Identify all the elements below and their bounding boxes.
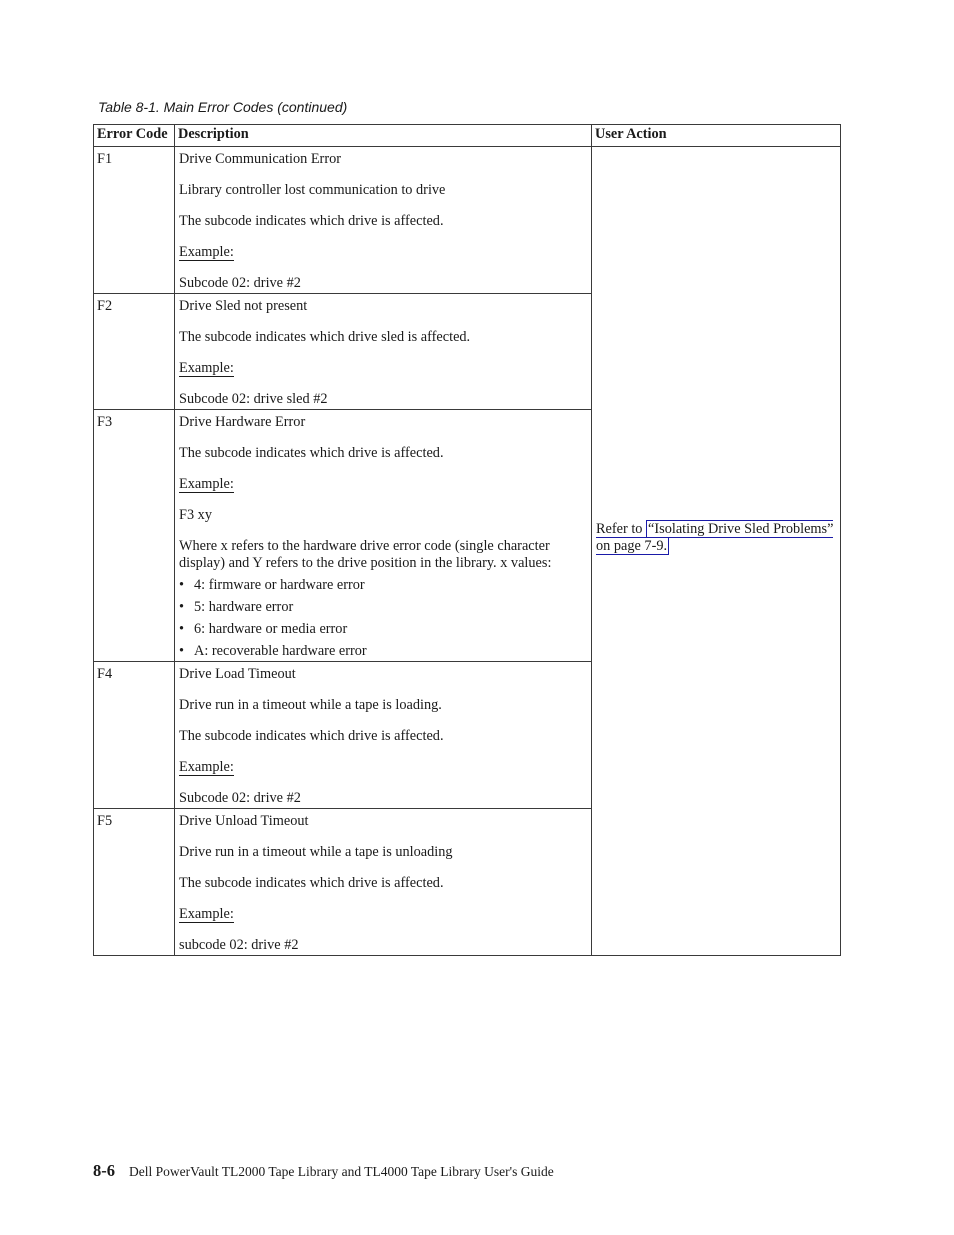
list-item: • 4: firmware or hardware error — [179, 577, 365, 593]
description-text: Drive run in a timeout while a tape is loading. — [179, 697, 442, 713]
user-action-cell — [592, 147, 841, 956]
error-title: Drive Load Timeout — [179, 666, 296, 682]
list-item: • 6: hardware or media error — [179, 621, 348, 637]
header-description: Description — [175, 125, 592, 147]
header-error-code: Error Code — [94, 125, 175, 147]
description-cell — [175, 294, 592, 410]
description-cell — [175, 410, 592, 662]
example-label: Example: — [179, 759, 234, 775]
error-code-cell: F5 — [94, 809, 175, 956]
description-text: The subcode indicates which drive is affected. — [179, 445, 444, 461]
description-text: The subcode indicates which drive is affected. — [179, 875, 444, 891]
header-user-action: User Action — [592, 125, 841, 147]
page-number: 8-6 — [93, 1161, 115, 1180]
error-title: Drive Hardware Error — [179, 414, 306, 430]
table-header-row — [94, 125, 841, 147]
error-title: Drive Sled not present — [179, 298, 308, 314]
user-action-prefix: Refer to — [596, 521, 643, 537]
description-text: Drive run in a timeout while a tape is unloading — [179, 844, 453, 860]
list-item: • 5: hardware error — [179, 599, 294, 615]
isolating-drive-sled-link[interactable]: “Isolating Drive Sled Problems” on page 7-9. — [596, 521, 834, 554]
example-label: Example: — [179, 476, 234, 492]
example-value: Subcode 02: drive sled #2 — [179, 391, 328, 407]
example-value: subcode 02: drive #2 — [179, 937, 299, 953]
table-row — [94, 147, 841, 294]
document-title: Dell PowerVault TL2000 Tape Library and TL4000 Tape Library User's Guide — [129, 1164, 554, 1179]
example-label: Example: — [179, 244, 234, 260]
error-code-cell: F2 — [94, 294, 175, 410]
example-label: Example: — [179, 360, 234, 376]
error-code-cell: F3 — [94, 410, 175, 662]
example-value: F3 xy — [179, 507, 212, 523]
description-text: Library controller lost communication to drive — [179, 182, 446, 198]
description-text: The subcode indicates which drive is affected. — [179, 728, 444, 744]
x-values-list — [179, 577, 587, 660]
description-cell — [175, 809, 592, 956]
example-value: Subcode 02: drive #2 — [179, 790, 301, 806]
error-code-cell: F4 — [94, 662, 175, 809]
description-text: Where x refers to the hardware drive error code (single character display) and Y refers to the drive position in the library. x values: — [179, 538, 552, 571]
description-cell — [175, 662, 592, 809]
error-title: Drive Unload Timeout — [179, 813, 309, 829]
description-cell — [175, 147, 592, 294]
example-value: Subcode 02: drive #2 — [179, 275, 301, 291]
error-code-cell: F1 — [94, 147, 175, 294]
table-caption: Table 8-1. Main Error Codes (continued) — [98, 99, 348, 115]
example-label: Example: — [179, 906, 234, 922]
description-text: The subcode indicates which drive is affected. — [179, 213, 444, 229]
page-footer — [93, 1161, 554, 1181]
description-text: The subcode indicates which drive sled is affected. — [179, 329, 471, 345]
list-item: • A: recoverable hardware error — [179, 643, 367, 659]
main-error-codes-table — [93, 124, 841, 956]
error-title: Drive Communication Error — [179, 151, 341, 167]
